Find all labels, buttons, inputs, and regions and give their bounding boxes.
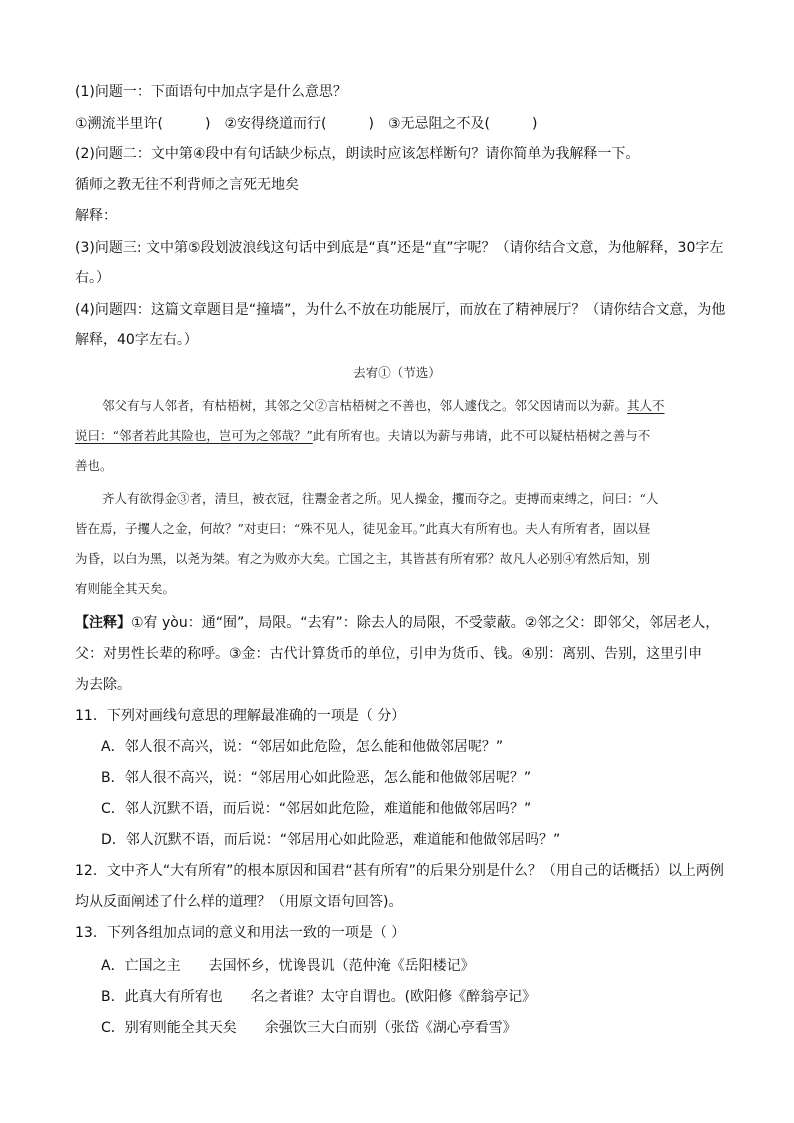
notes-label: 【注释】 <box>75 615 131 631</box>
question-4-line2: 解释，40字左右。） <box>75 332 198 348</box>
passage-p2-line1: 齐人有欲得金③者，清旦，被衣冠，往鬻金者之所。见人操金，攫而夺之。吏搏而束缚之，问曰：“人 <box>102 491 659 506</box>
passage-p1-line2 <box>75 427 650 445</box>
question-11-option-d: D．邻人沉默不语，而后说：“邻居用心如此险恶，难道能和他做邻居吗？” <box>101 832 561 848</box>
underlined-sentence: 其人不 <box>627 398 665 413</box>
question-1: (1)问题一：下面语句中加点字是什么意思？ <box>75 84 347 100</box>
passage-p2-line2: 皆在焉，子攫人之金，何故？”对吏曰：“殊不见人，徒见金耳。”此真大有所宥也。夫人有所宥者，固以昼 <box>75 521 651 536</box>
question-13-option-c: C．别宥则能全其天矣 余强饮三大白而别（张岱《湖心亭看雪》 <box>101 1020 517 1036</box>
question-11-option-b: B．邻人很不高兴，说：“邻居用心如此险恶，怎么能和他做邻居呢？” <box>101 770 532 786</box>
question-12-line1: 12．文中齐人“大有所宥”的根本原因和国君“甚有所宥”的后果分别是什么？（用自己的话概括）以上两例 <box>75 863 724 879</box>
passage-p2-line4: 宥则能全其天矣。 <box>75 581 176 596</box>
question-3-line2: 右。） <box>75 270 110 286</box>
question-2: (2)问题二：文中第④段中有句话缺少标点，朗读时应该怎样断句？请你简单为我解释一下。 <box>75 146 640 162</box>
notes-line1 <box>75 613 719 633</box>
question-12-line2: 均从反面阐述了什么样的道理？（用原文语句回答)。 <box>75 894 403 910</box>
passage-p1-line1 <box>102 397 665 415</box>
passage-title: 去宥①（节选） <box>353 365 441 380</box>
notes-line2: 父：对男性长辈的称呼。③金：古代计算货币的单位，引申为货币、钱。④别：离别、告别，这里引申 <box>75 646 703 662</box>
question-3-line1: (3)问题三: 文中第⑤段划波浪线这句话中到底是“真”还是“直”字呢？（请你结合文意，为他解释，30字左 <box>75 240 724 256</box>
question-2-sentence: 循师之教无往不利背师之言死无地矣 <box>75 177 299 193</box>
question-11-stem: 11．下列对画线句意思的理解最准确的一项是（ 分） <box>75 708 406 724</box>
question-13-option-a: A．亡国之主 去国怀乡，忧谗畏讥（范仲淹《岳阳楼记》 <box>101 958 475 974</box>
question-11-option-c: C．邻人沉默不语，而后说：“邻居如此危险，难道能和他做邻居吗？” <box>101 801 532 817</box>
question-4-line1: (4)问题四：这篇文章题目是“撞墙”，为什么不放在功能展厅，而放在了精神展厅？（请你结合文意，为他 <box>75 302 726 318</box>
question-13-option-b: B．此真大有所宥也 名之者谁？太守自谓也。(欧阳修《醉翁亭记》 <box>101 989 537 1005</box>
underlined-sentence: 说曰：“邻者若此其险也，岂可为之邻哉？” <box>75 428 313 443</box>
passage-p2-line3: 为昏，以白为黑，以尧为桀。宥之为败亦大矣。亡国之主，其皆甚有所宥邪？故凡人必别④宥然后知，别 <box>75 551 651 566</box>
notes-text: ①宥 yòu：通“囿”，局限。“去宥”：除去人的局限，不受蒙蔽。②邻之父：即邻父，邻居老人， <box>131 615 720 631</box>
passage-text: 邻父有与人邻者，有枯梧树，其邻之父②言枯梧树之不善也，邻人遽伐之。邻父因请而以为薪。 <box>102 398 628 413</box>
passage-p1-line3: 善也。 <box>75 458 113 473</box>
passage-text: 此有所宥也。夫请以为薪与弗请，此不可以疑枯梧树之善与不 <box>312 428 651 443</box>
question-2-explain: 解释： <box>75 208 117 224</box>
question-1-items: ①溯流半里许( ) ②安得绕道而行( ) ③无忌阻之不及( ) <box>75 116 538 132</box>
notes-line3: 为去除。 <box>75 677 131 693</box>
question-13-stem: 13．下列各组加点词的意义和用法一致的一项是（ ） <box>75 925 406 941</box>
question-11-option-a: A．邻人很不高兴，说：“邻居如此危险，怎么能和他做邻居呢？” <box>101 739 504 755</box>
